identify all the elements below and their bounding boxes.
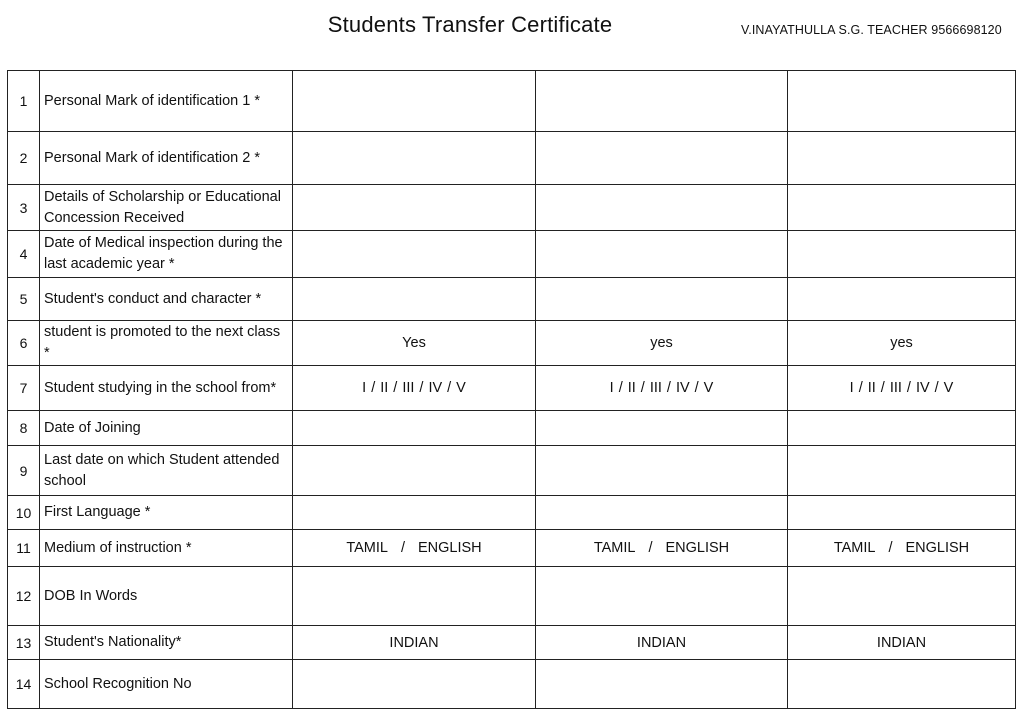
row-number: 6 (8, 321, 40, 366)
row-label: Details of Scholarship or Educational Concession Received (40, 185, 293, 231)
value-cell[interactable] (293, 132, 536, 185)
row-label: Personal Mark of identification 1 * (40, 71, 293, 132)
value-cell[interactable] (536, 411, 788, 446)
row-number: 9 (8, 446, 40, 496)
row-label: Date of Medical inspection during the last academic year * (40, 231, 293, 278)
table-row (8, 185, 1016, 231)
teacher-info: V.INAYATHULLA S.G. TEACHER 9566698120 (741, 23, 1002, 37)
value-cell[interactable] (788, 71, 1016, 132)
value-cell[interactable] (293, 446, 536, 496)
value-cell[interactable] (293, 231, 536, 278)
certificate-table (7, 70, 1016, 709)
value-cell[interactable]: TAMIL / ENGLISH (293, 530, 536, 567)
value-cell[interactable]: Yes (293, 321, 536, 366)
row-label: DOB In Words (40, 567, 293, 626)
row-number: 13 (8, 626, 40, 660)
row-label: Date of Joining (40, 411, 293, 446)
value-cell[interactable] (788, 496, 1016, 530)
value-cell[interactable] (293, 278, 536, 321)
value-cell[interactable]: yes (788, 321, 1016, 366)
row-label: Student studying in the school from* (40, 366, 293, 411)
value-cell[interactable] (536, 496, 788, 530)
row-label: Student's conduct and character * (40, 278, 293, 321)
certificate-body (8, 71, 1016, 709)
row-number: 2 (8, 132, 40, 185)
value-cell[interactable]: TAMIL / ENGLISH (536, 530, 788, 567)
row-number: 7 (8, 366, 40, 411)
value-cell[interactable] (536, 278, 788, 321)
row-label: School Recognition No (40, 660, 293, 709)
value-cell[interactable]: yes (536, 321, 788, 366)
value-cell[interactable]: I / II / III / IV / V (536, 366, 788, 411)
value-cell[interactable] (536, 660, 788, 709)
table-row (8, 567, 1016, 626)
value-cell[interactable] (536, 446, 788, 496)
value-cell[interactable] (788, 132, 1016, 185)
value-cell[interactable] (788, 278, 1016, 321)
table-row (8, 626, 1016, 660)
value-cell[interactable] (293, 496, 536, 530)
value-cell[interactable]: I / II / III / IV / V (788, 366, 1016, 411)
row-label: Last date on which Student attended school (40, 446, 293, 496)
row-label: Medium of instruction * (40, 530, 293, 567)
value-cell[interactable] (293, 185, 536, 231)
row-number: 8 (8, 411, 40, 446)
row-number: 12 (8, 567, 40, 626)
table-row (8, 231, 1016, 278)
row-number: 10 (8, 496, 40, 530)
row-label: First Language * (40, 496, 293, 530)
row-number: 1 (8, 71, 40, 132)
value-cell[interactable] (293, 660, 536, 709)
value-cell[interactable]: INDIAN (788, 626, 1016, 660)
value-cell[interactable] (536, 185, 788, 231)
value-cell[interactable] (293, 411, 536, 446)
value-cell[interactable] (536, 567, 788, 626)
page-title: Students Transfer Certificate (327, 12, 613, 37)
table-row (8, 496, 1016, 530)
value-cell[interactable] (788, 660, 1016, 709)
value-cell[interactable] (788, 185, 1016, 231)
value-cell[interactable]: I / II / III / IV / V (293, 366, 536, 411)
value-cell[interactable] (293, 71, 536, 132)
row-number: 5 (8, 278, 40, 321)
table-row (8, 278, 1016, 321)
value-cell[interactable] (293, 567, 536, 626)
row-label: Student's Nationality* (40, 626, 293, 660)
row-label: student is promoted to the next class * (40, 321, 293, 366)
value-cell[interactable]: INDIAN (536, 626, 788, 660)
row-label: Personal Mark of identification 2 * (40, 132, 293, 185)
value-cell[interactable]: TAMIL / ENGLISH (788, 530, 1016, 567)
row-number: 3 (8, 185, 40, 231)
row-number: 11 (8, 530, 40, 567)
row-number: 14 (8, 660, 40, 709)
table-row (8, 530, 1016, 567)
table-row (8, 446, 1016, 496)
value-cell[interactable] (788, 567, 1016, 626)
table-row (8, 71, 1016, 132)
value-cell[interactable] (536, 132, 788, 185)
value-cell[interactable]: INDIAN (293, 626, 536, 660)
value-cell[interactable] (788, 411, 1016, 446)
value-cell[interactable] (788, 231, 1016, 278)
table-row (8, 660, 1016, 709)
value-cell[interactable] (536, 231, 788, 278)
table-row (8, 132, 1016, 185)
table-row (8, 321, 1016, 366)
table-row (8, 411, 1016, 446)
value-cell[interactable] (788, 446, 1016, 496)
row-number: 4 (8, 231, 40, 278)
value-cell[interactable] (536, 71, 788, 132)
table-row (8, 366, 1016, 411)
